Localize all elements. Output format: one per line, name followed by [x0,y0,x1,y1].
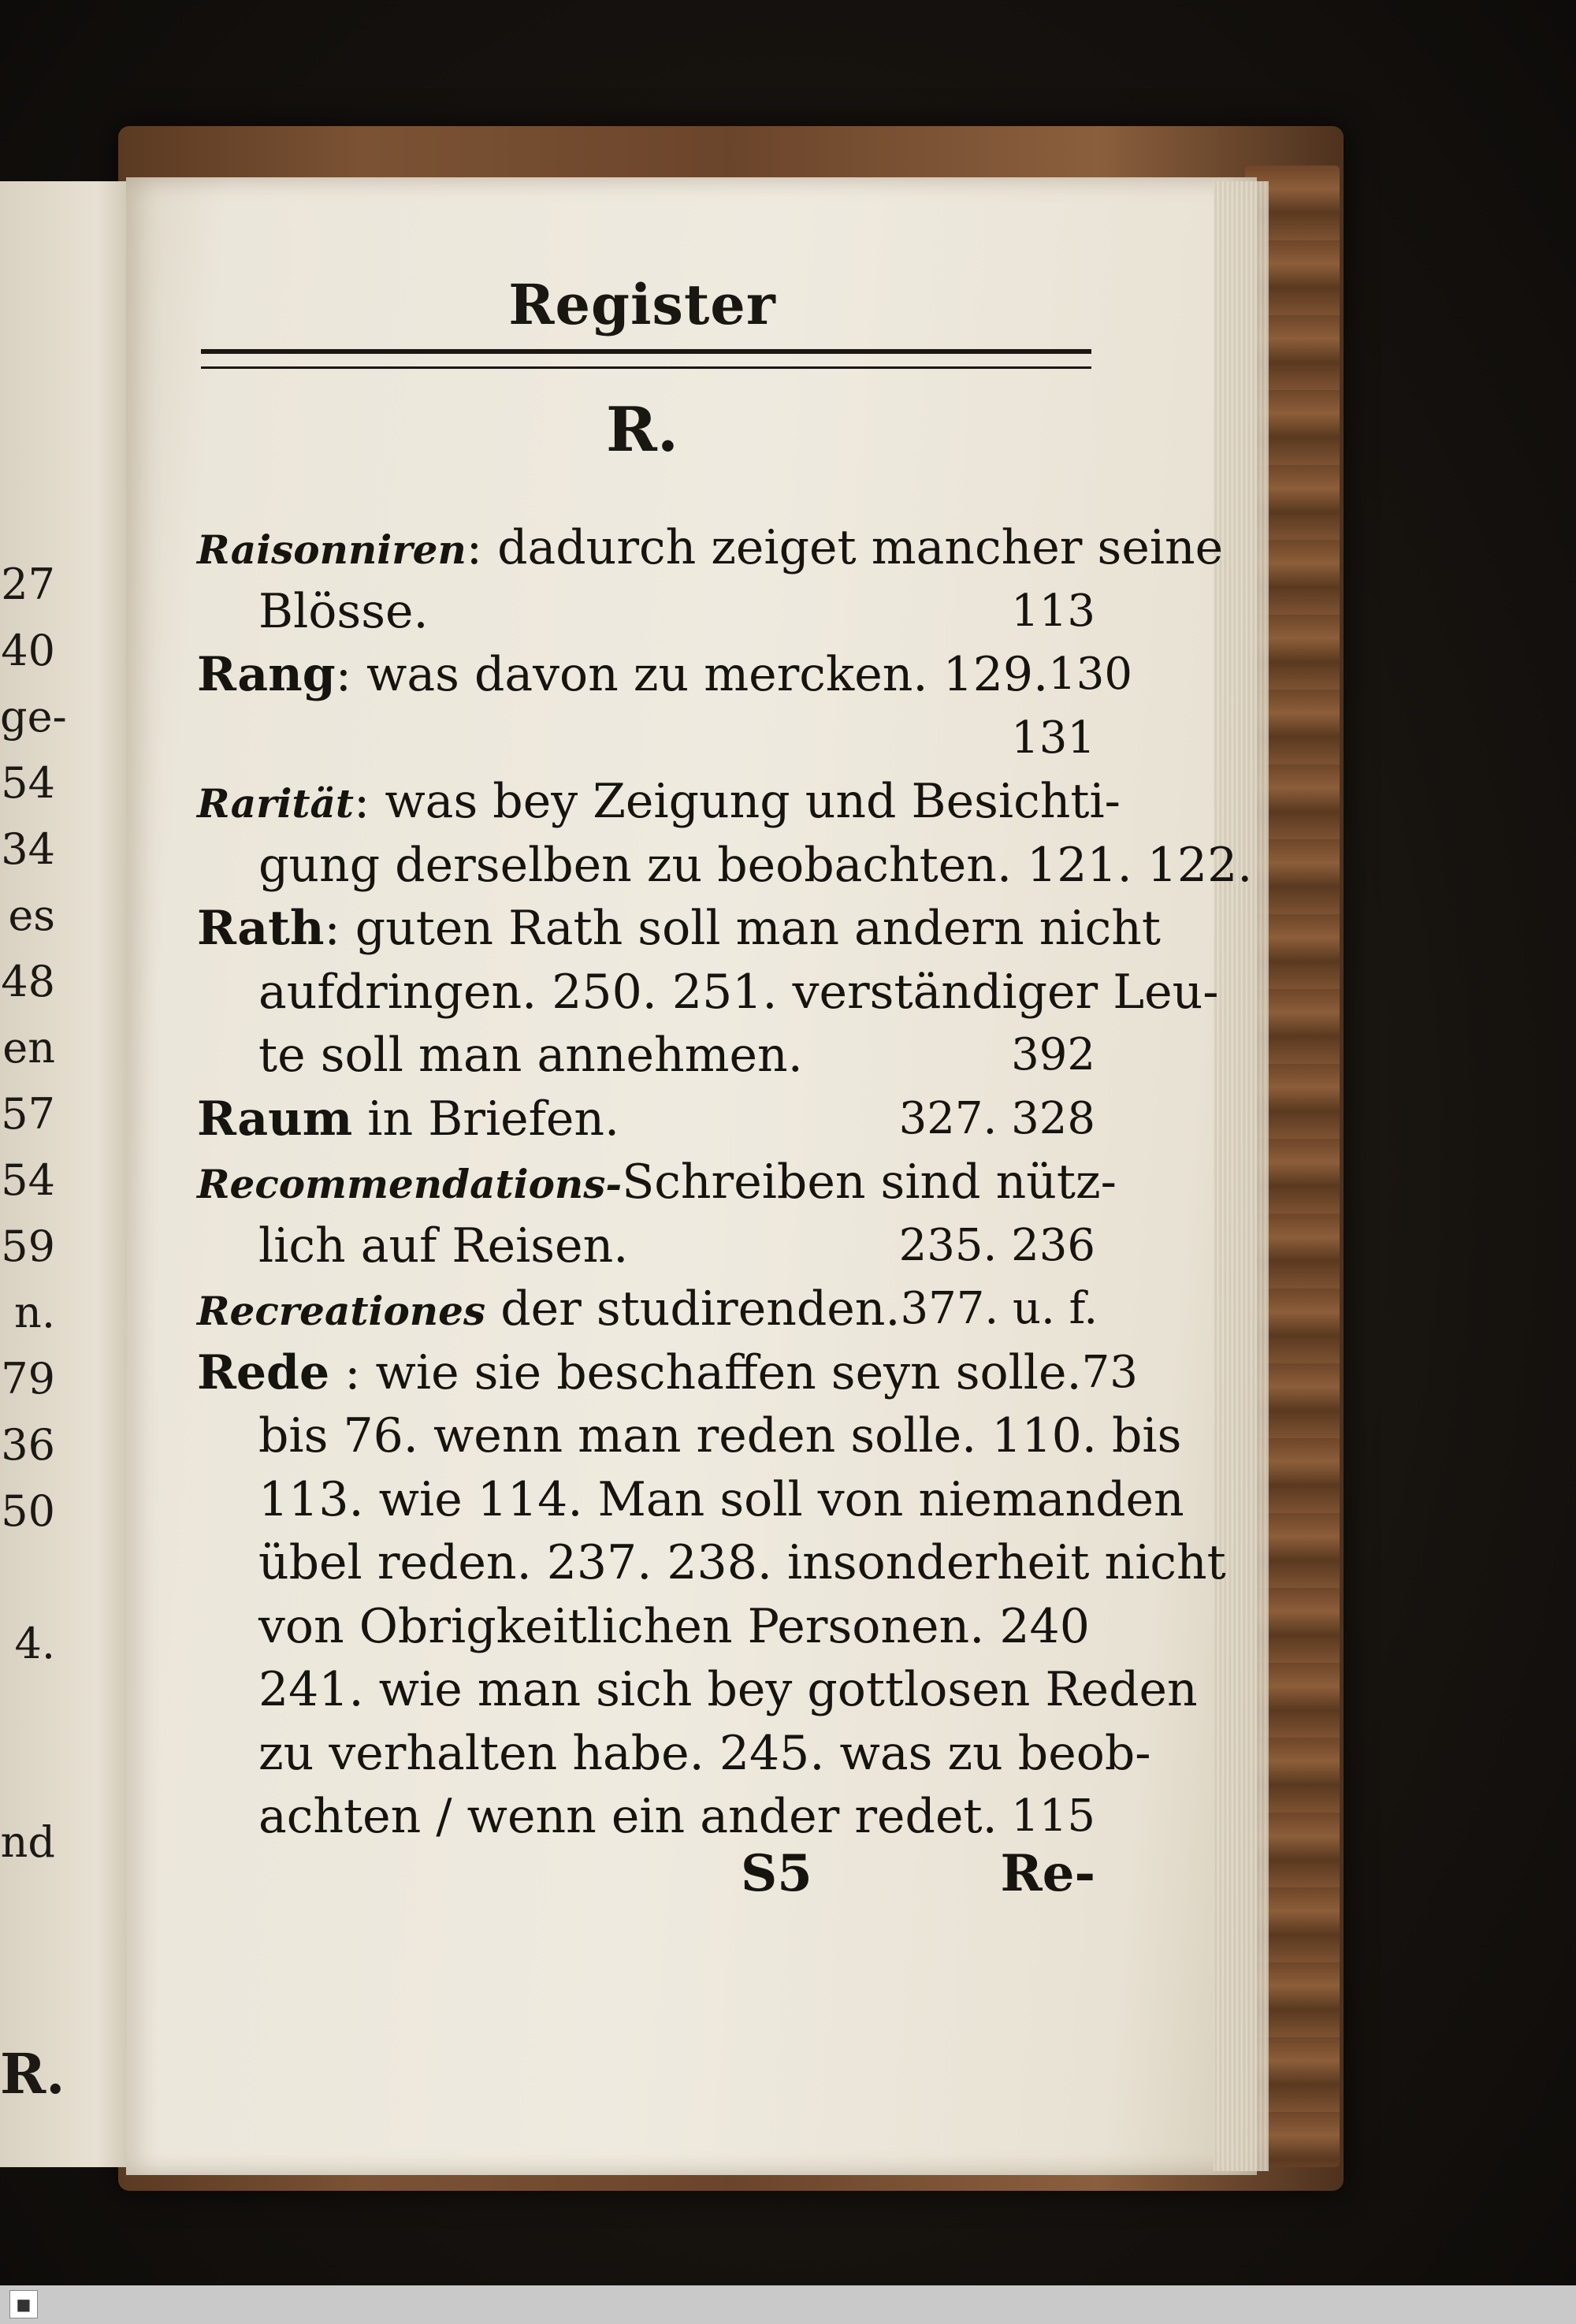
register-line-text [258,1722,1151,1786]
register-text: bis 76. wenn man reden solle. 110. bis [258,1408,1182,1463]
signature-mark: S5 [741,1844,812,1903]
register-line [197,1024,1095,1088]
register-page-ref: 377. u. f. [900,1283,1098,1334]
register-text: te soll man annehmen. [258,1028,803,1083]
left-margin-fragment: ge- [0,692,67,742]
register-page-ref: 73 [1081,1346,1138,1398]
register-line [197,1341,1138,1405]
library-logo-icon: ■ [9,2290,38,2318]
register-text: von Obrigkeitlichen Personen. 240 [258,1598,1090,1654]
section-letter: R. [606,394,678,466]
register-line-text [197,1088,619,1151]
left-page-catchword: R. [0,2041,65,2106]
register-lemma: Recommendations- [197,1161,623,1207]
register-text: : was bey Zeigung und Besichti- [354,774,1121,829]
left-margin-fragment: 34 [1,824,55,874]
register-text: : wie sie beschaffen seyn solle. [329,1344,1082,1400]
register-line [197,516,1224,580]
left-margin-fragment: en [2,1023,55,1073]
register-lemma: Rang [197,647,336,702]
left-margin-fragment: n. [14,1288,55,1337]
register-line-text [258,580,429,644]
register-line [197,1151,1117,1214]
page-edges [1214,181,1269,2171]
left-margin-fragment: 4. [14,1619,55,1668]
register-page-ref: 131 [1011,712,1095,764]
register-lemma: Rath [197,901,325,956]
register-line-text [197,643,1048,707]
register-text: : was davon zu mercken. 129. [335,647,1049,702]
left-margin-fragment: es [8,891,55,940]
register-line [197,1785,1095,1849]
register-line [197,770,1121,834]
left-margin-fragment: 54 [1,758,55,808]
left-margin-fragment [0,1743,55,1809]
register-text: achten / wenn ein ander redet. [258,1789,998,1844]
left-margin-fragment: 50 [1,1486,55,1536]
register-line-text [258,1531,1226,1595]
running-head: Register [508,272,776,337]
register-line [197,1468,1184,1532]
register-line-text [258,961,1219,1024]
left-margin-fragment: nd [0,1817,55,1867]
register-page-ref: 235. 236 [898,1219,1095,1271]
register-lemma: Rede [197,1344,330,1400]
register-line [197,961,1219,1024]
register-text: übel reden. 237. 238. insonderheit nicht [258,1535,1226,1590]
left-margin-fragment: 57 [1,1089,55,1139]
register-line-text [258,1785,998,1849]
left-margin-fragment: 48 [1,957,55,1006]
register-line-text [197,770,1121,834]
register-line [197,1658,1198,1722]
register-lemma: Rarität [197,780,355,827]
head-rule [201,349,1091,369]
register-line [197,834,1253,898]
register-entries [197,516,1253,1849]
register-text: Blösse. [258,583,429,639]
register-line-text [197,1341,1082,1405]
register-line [197,1531,1226,1595]
left-margin-fragment: 54 [1,1155,55,1205]
register-line-text [258,834,1252,898]
register-text: Schreiben sind nütz- [622,1155,1117,1210]
register-text: zu verhalten habe. 245. was zu beob- [258,1725,1151,1781]
register-lemma: Raisonniren [197,526,466,573]
register-text: gung derselben zu beobachten. 121. 122. [258,837,1253,893]
page-footer [197,1844,1095,1915]
left-margin-fragment: 59 [1,1221,55,1271]
register-page-ref: 327. 328 [898,1092,1095,1144]
register-line-text [258,1024,803,1088]
register-line [197,707,1095,771]
register-page-ref: 130 [1048,649,1133,700]
register-text: 241. wie man sich bey gottlosen Reden [258,1662,1198,1717]
catchword: Re- [1000,1844,1095,1903]
register-text: : guten Rath soll man andern nicht [324,901,1161,956]
register-line [197,643,1133,707]
register-line [197,897,1161,961]
left-page [0,181,138,2167]
register-lemma: Raum [197,1091,353,1147]
register-line-text [258,1658,1198,1722]
register-line-text [258,1595,1090,1659]
register-text: lich auf Reisen. [258,1218,629,1274]
left-margin-fragment: 27 [1,560,55,609]
register-line [197,1404,1182,1468]
register-lemma: Recreationes [197,1288,486,1334]
register-text: 113. wie 114. Man soll von niemanden [258,1471,1184,1527]
left-margin-fragment [0,1677,55,1743]
register-text: : dadurch zeiget mancher seine [466,520,1224,575]
register-line-text [258,1468,1184,1532]
register-line-text [197,1277,900,1341]
register-line [197,1277,1098,1341]
register-line [197,1595,1095,1659]
left-margin-fragment [0,1545,55,1611]
register-page-ref: 115 [1011,1790,1095,1842]
register-line [197,1214,1095,1278]
register-text: der studirenden. [485,1281,901,1337]
register-line-text [197,897,1161,961]
register-text: aufdringen. 250. 251. verständiger Leu- [258,964,1219,1020]
register-line [197,1088,1095,1151]
register-line-text [197,1151,1117,1214]
left-page-margin-text [0,552,67,1876]
register-line-text [258,1404,1181,1468]
register-line [197,580,1095,644]
left-margin-fragment: 79 [1,1354,55,1404]
register-line-text [258,1214,628,1278]
register-line-text [197,516,1223,580]
register-page-ref: 113 [1011,585,1095,637]
viewer-bottom-bar [0,2285,1576,2324]
register-line [197,1722,1151,1786]
left-margin-fragment: 36 [1,1420,55,1470]
left-margin-fragment: 40 [1,626,55,675]
register-page-ref: 392 [1011,1029,1095,1080]
register-text: in Briefen. [352,1091,620,1147]
